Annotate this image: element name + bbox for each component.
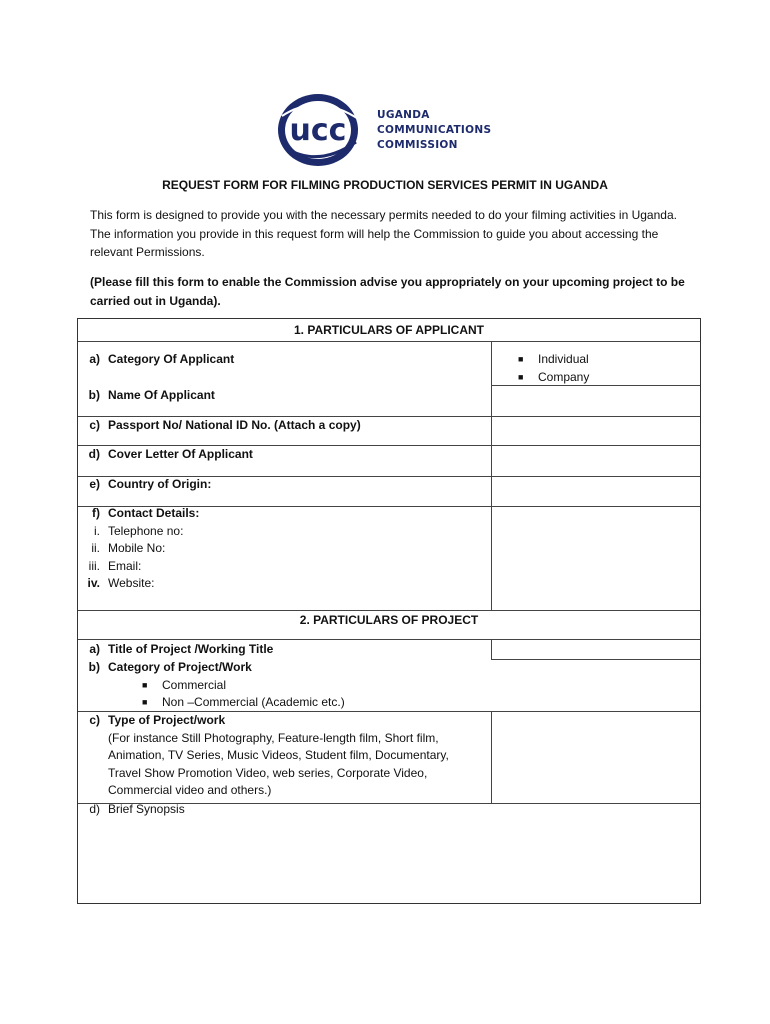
project-category-block — [78, 659, 345, 712]
request-form-table — [77, 318, 701, 904]
square-bullet-icon: ■ — [518, 371, 524, 382]
applicant-category-label: a) Category Of Applicant — [89, 352, 235, 366]
contact-details-label: f) Contact Details: — [92, 506, 200, 520]
intro-paragraph: This form is designed to provide you with the necessary permits needed to do your filming activities in Uganda. The information you provide in this request form will help the Commission to guide you about accessing the relevant Permissions. — [90, 208, 677, 259]
square-bullet-icon: ■ — [518, 354, 524, 364]
passport-id-field[interactable] — [492, 417, 700, 445]
applicant-name-field[interactable] — [492, 386, 700, 416]
contact-mobile-label: ii. Mobile No: — [91, 541, 166, 555]
instruction-note: (Please fill this form to enable the Commission advise you appropriately on your upcoming project to be carried out in Uganda). — [90, 275, 685, 308]
contact-telephone-label: i. Telephone no: — [94, 523, 184, 538]
project-title-field[interactable] — [492, 640, 700, 659]
passport-id-label: c) Passport No/ National ID No. (Attach a copy) — [89, 418, 361, 432]
contact-website-label: iv. Website: — [87, 576, 155, 590]
applicant-category-options — [518, 351, 589, 386]
applicant-name-label: b) Name Of Applicant — [88, 388, 215, 402]
contact-details-field[interactable] — [492, 507, 700, 610]
contact-email-label: iii. Email: — [88, 558, 142, 573]
option-commercial[interactable]: ■ Commercial — [78, 677, 345, 695]
project-type-field[interactable] — [492, 712, 700, 803]
logo-line-1: UGANDA — [377, 109, 430, 121]
section-1-title: 1. PARTICULARS OF APPLICANT — [293, 323, 484, 337]
project-type-block — [78, 712, 478, 800]
square-bullet-icon: ■ — [142, 679, 148, 690]
logo-line-2: COMMUNICATIONS — [377, 124, 492, 136]
country-of-origin-field[interactable] — [492, 477, 700, 506]
logo-wordmark — [377, 108, 491, 153]
option-non-commercial[interactable]: ■ Non –Commercial (Academic etc.) — [78, 694, 345, 712]
option-individual[interactable]: ■ Individual — [518, 351, 589, 369]
form-title: REQUEST FORM FOR FILMING PRODUCTION SERVICES PERMIT IN UGANDA — [162, 178, 608, 192]
project-type-label: c) Type of Project/work — [89, 713, 226, 727]
section-2-title: 2. PARTICULARS OF PROJECT — [299, 613, 479, 627]
cover-letter-label: d) Cover Letter Of Applicant — [88, 447, 253, 461]
logo-line-3: COMMISSION — [377, 139, 458, 151]
project-category-label: b) Category of Project/Work — [88, 660, 252, 674]
contact-details-block — [78, 505, 199, 593]
cover-letter-field[interactable] — [492, 446, 700, 476]
square-bullet-icon: ■ — [142, 697, 148, 707]
country-of-origin-label: e) Country of Origin: — [89, 477, 212, 491]
brief-synopsis-label: d) Brief Synopsis — [89, 802, 185, 816]
project-title-label: a) Title of Project /Working Title — [89, 642, 274, 656]
logo-mark: ucc — [289, 113, 347, 148]
project-type-examples: (For instance Still Photography, Feature-length film, Short film, Animation, TV Series, Music Videos, Student film, Documentary, Travel Show Promotion Video, web series, Corporate Video, Commercial video and others.) — [108, 730, 449, 797]
brief-synopsis-field[interactable] — [79, 821, 699, 903]
option-company[interactable]: ■ Company — [518, 369, 589, 387]
